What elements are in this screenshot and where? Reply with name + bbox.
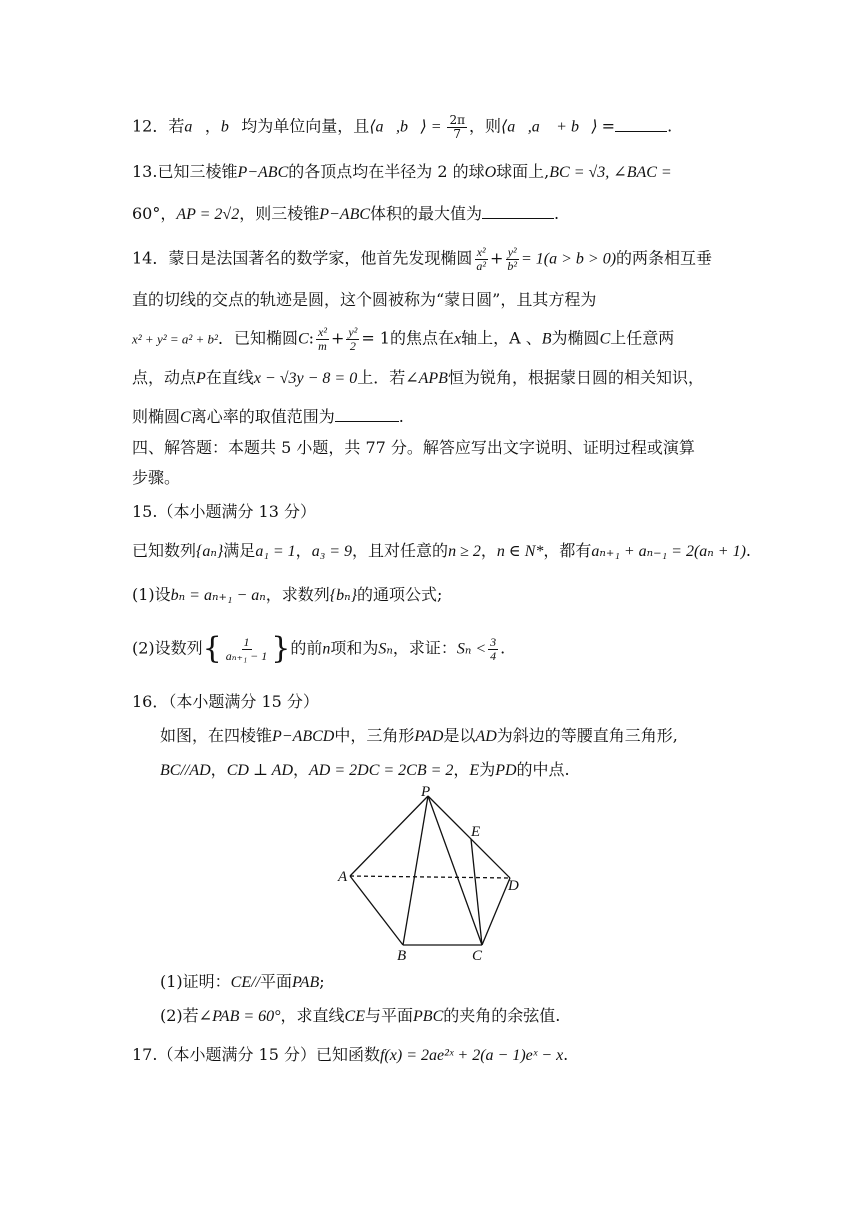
section-4-line-2: 步骤。 [132,468,181,487]
label-e: E [471,824,481,840]
answer-blank [615,117,667,132]
angle-ab: ⟨a⃗,b⃗⟩ = [369,118,446,136]
label-c: C [472,948,483,964]
question-14-line-2: 直的切线的交点的轨迹是圆，这个圆被称为“蒙日圆”，且其方程为 [132,290,597,309]
edge-cd [482,878,510,945]
question-16-stem-2: BC//AD，CD ⊥ AD，AD = 2DC = 2CB = 2，E为PD的中点. [160,760,570,779]
question-13-line-1: 13.已知三棱锥P−ABC的各顶点均在半径为 2 的球O球面上,BC = √3, ∠BAC = [132,162,672,181]
question-14-line-4: 点，动点P在直线x − √3y − 8 = 0上．若∠APB恒为锐角，根据蒙日圆的相关知识， [132,368,704,387]
figure-edges [350,796,510,945]
seq-bn: {bₙ} [329,587,358,604]
frac-3-4: $\frac{3}{4}$ [490,634,497,663]
section-4-line-1: 四、解答题：本题共 5 小题，共 77 分。解答应写出文字说明、证明过程或演算 [132,438,695,457]
question-15-header: 15.（本小题满分 13 分） [132,502,316,521]
edge-ad-hidden [350,876,510,878]
seq-an: {aₙ} [196,543,224,560]
frac-x2-a2: $\frac{\text{x²}}{\text{a²}}$ [476,245,486,273]
answer-blank [482,204,554,219]
question-14-line-3: x² + y² = a² + b²．已知椭圆C: $\frac{\text{x²}}{m}$ + $\frac{\text{y²}}{2}$ = 1的焦点在x轴上，A 、B为椭圆C上任意两 [132,325,675,353]
frac-y2-2: $\frac{\text{y²}}{2}$ [348,325,358,353]
question-12: 12．若a⃗，b⃗均为单位向量，且⟨a⃗,b⃗⟩ = $\frac{2\pi}{7}$ ，则⟨a⃗,a⃗ + b⃗⟩ = . [132,113,673,141]
vector-a: a⃗ [184,118,205,136]
question-14-line-1: 14．蒙日是法国著名的数学家，他首先发现椭圆 $\frac{\text{x²}}{\text{a²}}$ + $\frac{\text{y²}}{\text{b²}}$ = 1(a > b > 0)的两条相互垂 [132,245,713,273]
question-17: 17.（本小题满分 15 分）已知函数f(x) = 2ae²ˣ + 2(a − 1)eˣ − x. [132,1045,569,1064]
label-b: B [397,948,407,964]
label-a: A [338,869,348,885]
answer-blank [335,407,399,422]
question-16-stem-1: 如图，在四棱锥P−ABCD中，三角形PAD是以AD为斜边的等腰直角三角形, [160,726,678,745]
question-15-part-1: (1)设bₙ = aₙ₊₁ − aₙ，求数列{bₙ}的通项公式; [132,585,443,604]
question-13-line-2: 60°，AP = 2√2，则三棱锥P−ABC体积的最大值为 . [132,204,560,223]
vector-b: b⃗ [220,118,242,136]
label-d: D [508,878,519,894]
pyramid-figure [330,782,530,964]
edge-ab [350,876,403,945]
frac-x2-m: $\frac{\text{x²}}{m}$ [318,325,327,353]
edge-pd [428,796,510,878]
frac-1-an1: $\frac{1}{\text{aₙ₊₁ − 1}}$ [225,634,268,663]
angle-expr: ⟨a⃗,a⃗ + b⃗⟩ [501,118,602,136]
question-14-line-5: 则椭圆C离心率的取值范围为 . [132,407,404,426]
question-16-part-1: (1)证明：CE//平面PAB; [160,972,325,991]
question-16-header: 16．（本小题满分 15 分） [132,692,319,711]
label-p: P [421,784,431,800]
frac-y2-b2: $\frac{\text{y²}}{\text{b²}}$ [507,245,517,273]
question-15-part-2: (2)设数列{ $\frac{1}{\text{aₙ₊₁ − 1}}$ }的前n项和为Sₙ，求证：Sₙ < $\frac{3}{4}$ . [132,631,506,666]
question-15-stem: 已知数列{aₙ}满足a₁ = 1，a₃ = 9，且对任意的n ≥ 2，n ∈ N*，都有aₙ₊₁ + aₙ₋₁ = 2(aₙ + 1). [132,541,751,560]
frac-2pi-7: $\frac{2\pi}{7}$ [449,113,466,141]
question-16-part-2: (2)若∠PAB = 60°，求直线CE与平面PBC的夹角的余弦值. [160,1006,561,1025]
